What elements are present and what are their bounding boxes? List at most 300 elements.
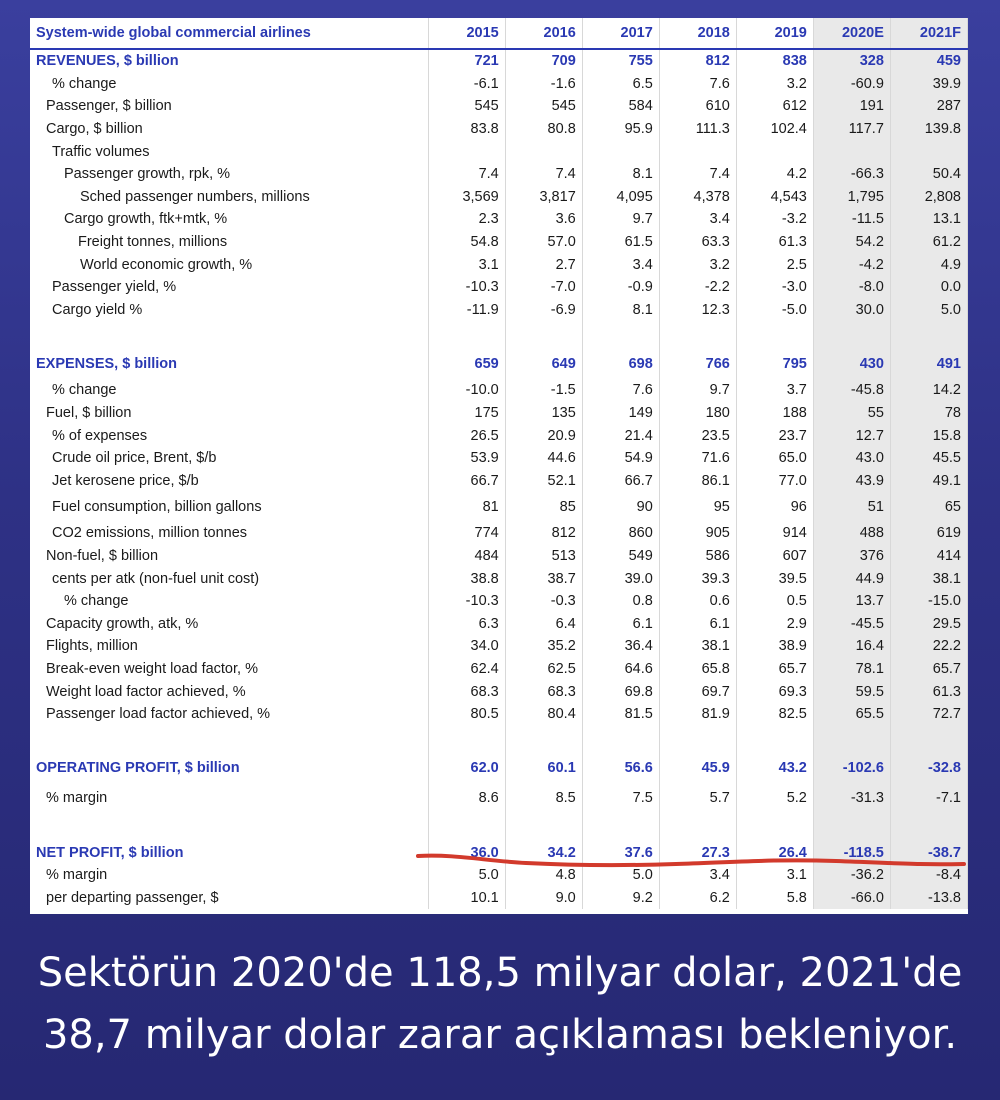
year-header: 2015 [428,18,505,49]
cell-value: 7.5 [582,783,659,813]
cell-value: 85 [505,492,582,522]
cell-value: 8.1 [582,299,659,322]
spacer-cell [428,813,505,841]
row-label: % change [30,73,428,96]
cell-value: 139.8 [890,118,967,141]
cell-value: 52.1 [505,470,582,493]
caption-line-2: 38,7 milyar dolar zarar açıklaması bekleniyor. [42,1012,958,1058]
cell-value: 68.3 [428,680,505,703]
cell-value: 66.7 [582,470,659,493]
cell-value: 2.9 [736,612,813,635]
cell-value: 53.9 [428,447,505,470]
cell-value: 50.4 [890,163,967,186]
cell-value: 43.2 [736,753,813,783]
cell-value: 71.6 [659,447,736,470]
cell-value: 0.0 [890,276,967,299]
cell-value: 3,569 [428,186,505,209]
cell-value: 61.2 [890,231,967,254]
row-label: OPERATING PROFIT, $ billion [30,753,428,783]
cell-value: 545 [505,95,582,118]
cell-value: 65.7 [736,658,813,681]
cell-value: 51 [813,492,890,522]
red-underline-annotation [416,851,966,873]
spacer-cell [582,813,659,841]
cell-value: 709 [505,49,582,73]
cell-value: -4.2 [813,253,890,276]
table-row [30,590,968,613]
table-row [30,73,968,96]
year-header: 2018 [659,18,736,49]
cell-value: 72.7 [890,703,967,726]
spacer-cell [659,725,736,753]
cell-value: 612 [736,95,813,118]
table-row [30,253,968,276]
cell-value: 2,808 [890,186,967,209]
cell-value: 795 [736,349,813,379]
cell-value: 23.5 [659,424,736,447]
cell-value: 86.1 [659,470,736,493]
spacer-cell [659,813,736,841]
row-label: Freight tonnes, millions [30,231,428,254]
spacer-cell [736,321,813,349]
cell-value: 430 [813,349,890,379]
caption [0,942,1000,1066]
cell-value: 80.4 [505,703,582,726]
cell-value: 26.4 [736,841,813,864]
cell-value: 545 [428,95,505,118]
cell-value: 83.8 [428,118,505,141]
spacer-cell [30,813,428,841]
cell-value: 5.2 [736,783,813,813]
cell-value: 43.9 [813,470,890,493]
cell-value: 9.0 [505,887,582,910]
row-label: Non-fuel, $ billion [30,545,428,568]
year-header: 2019 [736,18,813,49]
forecast-table-frame [30,18,968,914]
spacer-cell [30,725,428,753]
cell-value [428,140,505,163]
cell-value: 54.2 [813,231,890,254]
cell-value: 44.6 [505,447,582,470]
cell-value: -6.1 [428,73,505,96]
row-label: per departing passenger, $ [30,887,428,910]
cell-value: 0.6 [659,590,736,613]
table-row [30,783,968,813]
cell-value: 39.9 [890,73,967,96]
cell-value: 9.2 [582,887,659,910]
cell-value: 5.0 [890,299,967,322]
table-row [30,163,968,186]
cell-value: 29.5 [890,612,967,635]
cell-value: 4,378 [659,186,736,209]
cell-value: 69.8 [582,680,659,703]
table-row [30,658,968,681]
table-row [30,95,968,118]
row-label: Cargo growth, ftk+mtk, % [30,208,428,231]
cell-value: 287 [890,95,967,118]
cell-value: 20.9 [505,424,582,447]
cell-value: 5.0 [428,864,505,887]
cell-value: 27.3 [659,841,736,864]
cell-value: -31.3 [813,783,890,813]
spacer-cell [813,321,890,349]
cell-value: 4.8 [505,864,582,887]
table-row [30,703,968,726]
cell-value: -3.2 [736,208,813,231]
cell-value: 6.2 [659,887,736,910]
cell-value: 78.1 [813,658,890,681]
cell-value: 4.2 [736,163,813,186]
cell-value: 3.1 [428,253,505,276]
cell-value: 81.9 [659,703,736,726]
cell-value: -45.8 [813,379,890,402]
table-row [30,887,968,910]
row-label: Flights, million [30,635,428,658]
table-row [30,402,968,425]
cell-value: 4,543 [736,186,813,209]
row-label: % change [30,590,428,613]
table-row [30,186,968,209]
cell-value: 149 [582,402,659,425]
cell-value: -1.6 [505,73,582,96]
cell-value: 43.0 [813,447,890,470]
table-header-row [30,18,968,49]
cell-value: 14.2 [890,379,967,402]
cell-value: -10.0 [428,379,505,402]
cell-value: 135 [505,402,582,425]
cell-value: 328 [813,49,890,73]
spacer-row [30,725,968,753]
cell-value: 69.7 [659,680,736,703]
cell-value: 4,095 [582,186,659,209]
cell-value: 10.1 [428,887,505,910]
cell-value: 82.5 [736,703,813,726]
cell-value: 68.3 [505,680,582,703]
cell-value: 7.4 [428,163,505,186]
cell-value: -11.9 [428,299,505,322]
cell-value: -10.3 [428,590,505,613]
cell-value: 61.5 [582,231,659,254]
cell-value [736,140,813,163]
cell-value: 65.0 [736,447,813,470]
spacer-cell [890,813,967,841]
cell-value: 38.8 [428,567,505,590]
row-label: Passenger yield, % [30,276,428,299]
cell-value: 95.9 [582,118,659,141]
cell-value: -118.5 [813,841,890,864]
cell-value: 2.7 [505,253,582,276]
table-row [30,492,968,522]
cell-value: -7.1 [890,783,967,813]
cell-value: 586 [659,545,736,568]
cell-value: 755 [582,49,659,73]
cell-value: 65.8 [659,658,736,681]
cell-value: 9.7 [582,208,659,231]
table-row [30,140,968,163]
cell-value: 77.0 [736,470,813,493]
cell-value: 2.5 [736,253,813,276]
table-row [30,276,968,299]
row-label: Jet kerosene price, $/b [30,470,428,493]
cell-value: 37.6 [582,841,659,864]
cell-value: -7.0 [505,276,582,299]
cell-value: 117.7 [813,118,890,141]
cell-value: 60.1 [505,753,582,783]
cell-value: 376 [813,545,890,568]
cell-value: 6.5 [582,73,659,96]
year-header: 2020E [813,18,890,49]
cell-value: 102.4 [736,118,813,141]
cell-value: 65.7 [890,658,967,681]
table-row [30,522,968,545]
spacer-row [30,321,968,349]
cell-value: 3.4 [659,208,736,231]
row-label: Cargo, $ billion [30,118,428,141]
spacer-cell [505,813,582,841]
spacer-cell [582,725,659,753]
cell-value: 0.5 [736,590,813,613]
cell-value: -0.9 [582,276,659,299]
row-label: Passenger growth, rpk, % [30,163,428,186]
cell-value: -5.0 [736,299,813,322]
cell-value: 30.0 [813,299,890,322]
cell-value: -8.4 [890,864,967,887]
table-row [30,208,968,231]
cell-value: 488 [813,522,890,545]
spacer-cell [30,321,428,349]
row-label: World economic growth, % [30,253,428,276]
table-row [30,447,968,470]
spacer-cell [813,813,890,841]
cell-value: 6.4 [505,612,582,635]
cell-value: 44.9 [813,567,890,590]
cell-value: 65.5 [813,703,890,726]
cell-value: -66.3 [813,163,890,186]
cell-value: 5.8 [736,887,813,910]
row-label: Break-even weight load factor, % [30,658,428,681]
cell-value: 2.3 [428,208,505,231]
cell-value: 175 [428,402,505,425]
cell-value: 54.8 [428,231,505,254]
cell-value: 549 [582,545,659,568]
cell-value: 15.8 [890,424,967,447]
table-row [30,118,968,141]
cell-value: 26.5 [428,424,505,447]
cell-value: 36.0 [428,841,505,864]
cell-value: 8.6 [428,783,505,813]
cell-value: 4.9 [890,253,967,276]
cell-value: -6.9 [505,299,582,322]
cell-value: 38.1 [659,635,736,658]
cell-value: -38.7 [890,841,967,864]
cell-value: 914 [736,522,813,545]
cell-value: 62.0 [428,753,505,783]
cell-value: 8.5 [505,783,582,813]
row-label: Passenger load factor achieved, % [30,703,428,726]
airline-forecast-table [30,18,968,909]
cell-value: 3.7 [736,379,813,402]
cell-value: 812 [505,522,582,545]
spacer-row [30,813,968,841]
cell-value: 66.7 [428,470,505,493]
cell-value: 6.1 [582,612,659,635]
cell-value: 860 [582,522,659,545]
cell-value: 3.1 [736,864,813,887]
row-label: Capacity growth, atk, % [30,612,428,635]
year-header: 2016 [505,18,582,49]
cell-value: 191 [813,95,890,118]
cell-value: 39.5 [736,567,813,590]
cell-value: 80.5 [428,703,505,726]
cell-value: 491 [890,349,967,379]
cell-value: 3,817 [505,186,582,209]
caption-line-1: Sektörün 2020'de 118,5 milyar dolar, 2021'de [37,950,963,996]
row-label: % of expenses [30,424,428,447]
cell-value: 54.9 [582,447,659,470]
table-row [30,231,968,254]
cell-value: 61.3 [890,680,967,703]
cell-value: 16.4 [813,635,890,658]
cell-value: 619 [890,522,967,545]
row-label: % change [30,379,428,402]
table-row [30,612,968,635]
cell-value: -32.8 [890,753,967,783]
spacer-cell [428,725,505,753]
cell-value: 59.5 [813,680,890,703]
cell-value: 584 [582,95,659,118]
cell-value: 35.2 [505,635,582,658]
cell-value: 64.6 [582,658,659,681]
cell-value: 180 [659,402,736,425]
spacer-cell [736,725,813,753]
spacer-cell [736,813,813,841]
cell-value: 905 [659,522,736,545]
row-label: Weight load factor achieved, % [30,680,428,703]
cell-value: 1,795 [813,186,890,209]
cell-value: 5.7 [659,783,736,813]
cell-value: 95 [659,492,736,522]
row-label: CO2 emissions, million tonnes [30,522,428,545]
cell-value: 62.4 [428,658,505,681]
cell-value: 36.4 [582,635,659,658]
cell-value: 39.0 [582,567,659,590]
row-label: cents per atk (non-fuel unit cost) [30,567,428,590]
cell-value: -60.9 [813,73,890,96]
spacer-cell [505,725,582,753]
table-row [30,379,968,402]
expenses-row [30,349,968,379]
cell-value: 6.1 [659,612,736,635]
cell-value [890,140,967,163]
cell-value: 3.6 [505,208,582,231]
cell-value: 414 [890,545,967,568]
spacer-cell [890,321,967,349]
row-label: Crude oil price, Brent, $/b [30,447,428,470]
cell-value: 96 [736,492,813,522]
cell-value: -15.0 [890,590,967,613]
table-row [30,470,968,493]
cell-value: -45.5 [813,612,890,635]
cell-value: 38.9 [736,635,813,658]
cell-value: 57.0 [505,231,582,254]
cell-value: 80.8 [505,118,582,141]
cell-value: 9.7 [659,379,736,402]
cell-value: 62.5 [505,658,582,681]
table-row [30,680,968,703]
spacer-cell [813,725,890,753]
cell-value: 188 [736,402,813,425]
cell-value: -102.6 [813,753,890,783]
spacer-cell [505,321,582,349]
spacer-cell [582,321,659,349]
cell-value: 111.3 [659,118,736,141]
cell-value: -66.0 [813,887,890,910]
cell-value: -0.3 [505,590,582,613]
cell-value: -1.5 [505,379,582,402]
cell-value: 13.1 [890,208,967,231]
cell-value [582,140,659,163]
operating-profit-row [30,753,968,783]
cell-value: 721 [428,49,505,73]
cell-value: 55 [813,402,890,425]
row-label: NET PROFIT, $ billion [30,841,428,864]
cell-value: 5.0 [582,864,659,887]
year-header: 2017 [582,18,659,49]
cell-value: 3.4 [659,864,736,887]
row-label: Fuel, $ billion [30,402,428,425]
cell-value: -13.8 [890,887,967,910]
cell-value: 3.4 [582,253,659,276]
cell-value: 34.0 [428,635,505,658]
cell-value: 63.3 [659,231,736,254]
cell-value: 484 [428,545,505,568]
table-row [30,567,968,590]
cell-value: -8.0 [813,276,890,299]
table-row [30,424,968,447]
cell-value: 812 [659,49,736,73]
cell-value: 3.2 [736,73,813,96]
cell-value: 81 [428,492,505,522]
cell-value: 12.7 [813,424,890,447]
cell-value: 78 [890,402,967,425]
row-label: Passenger, $ billion [30,95,428,118]
cell-value: 38.1 [890,567,967,590]
cell-value: 7.4 [659,163,736,186]
cell-value: 7.6 [582,379,659,402]
row-label: EXPENSES, $ billion [30,349,428,379]
cell-value: 34.2 [505,841,582,864]
table-row [30,635,968,658]
spacer-cell [890,725,967,753]
cell-value: 6.3 [428,612,505,635]
cell-value: 3.2 [659,253,736,276]
cell-value: 607 [736,545,813,568]
cell-value: 838 [736,49,813,73]
cell-value: 0.8 [582,590,659,613]
revenues-row [30,49,968,73]
cell-value: 459 [890,49,967,73]
cell-value: -3.0 [736,276,813,299]
spacer-cell [428,321,505,349]
cell-value: 698 [582,349,659,379]
cell-value: 21.4 [582,424,659,447]
year-header: 2021F [890,18,967,49]
row-label: Traffic volumes [30,140,428,163]
cell-value: 649 [505,349,582,379]
cell-value [659,140,736,163]
cell-value: 22.2 [890,635,967,658]
row-label: Cargo yield % [30,299,428,322]
